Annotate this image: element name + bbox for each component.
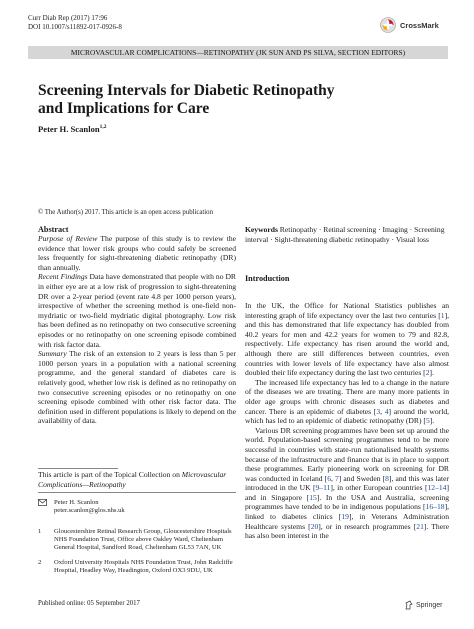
affiliation-rule [38, 492, 236, 493]
citation-link[interactable]: 7 [334, 473, 339, 483]
collection-note-text [38, 470, 236, 489]
citation-link[interactable]: 2 [425, 368, 430, 378]
title-line-2: and Implications for Care [38, 100, 210, 117]
purpose-text: The purpose of this study is to review the evidence that lower risk groups who could safely be screened less frequently for sight-threatening diabetic retinopathy (DR) than annually. [38, 234, 236, 272]
citation-link[interactable]: 9–11 [315, 483, 331, 493]
introduction-heading: Introduction [245, 274, 290, 283]
citation-link[interactable]: 12–14 [427, 483, 447, 493]
title-line-1: Screening Intervals for Diabetic Retinopathy [38, 82, 335, 99]
springer-label: Springer [416, 601, 443, 609]
corresponding-author [38, 499, 236, 515]
affiliation-text: Gloucestershire Retinal Research Group, Gloucestershire Hospitals NHS Foundation Trust, Office above Oakley Ward, Cheltenham General Hospital, Sandford Road, Cheltenham GL53 7AN, UK [54, 528, 232, 552]
citation-link[interactable]: 19 [341, 512, 349, 522]
published-date: Published online: 05 September 2017 [38, 600, 140, 607]
abstract-section [38, 225, 236, 426]
doi[interactable]: DOI 10.1007/s11892-017-0926-8 [28, 23, 122, 31]
collection-note-prefix: This article is part of the Topical Collection on [38, 470, 182, 479]
summary-label: Summary [38, 349, 67, 359]
citation-link[interactable]: 6 [327, 473, 331, 483]
crossmark-badge[interactable] [380, 15, 450, 35]
keywords-section [245, 225, 449, 244]
affiliation-1 [38, 528, 236, 553]
author-line [38, 124, 107, 134]
abstract-heading: Abstract [38, 225, 69, 234]
author-affiliation-marks: 1,2 [99, 124, 107, 131]
affiliations [38, 528, 236, 575]
article-title [38, 82, 448, 118]
abstract-summary [38, 349, 236, 426]
keywords [245, 225, 449, 244]
crossmark-label: CrossMark [400, 20, 439, 30]
contact-email[interactable]: peter.scanlon@glos.nhs.uk [54, 507, 125, 515]
affiliation-2 [38, 559, 236, 575]
journal-issue: Curr Diab Rep (2017) 17:96 [28, 14, 108, 22]
affiliation-number: 2 [38, 558, 42, 566]
citation-link[interactable]: 8 [385, 473, 389, 483]
section-banner: MICROVASCULAR COMPLICATIONS—RETINOPATHY (JK SUN AND PS SILVA, SECTION EDITORS) [28, 46, 448, 59]
citation-link[interactable]: 16–18 [425, 502, 445, 512]
keywords-text: Retinopathy · Retinal screening · Imaging · Screening interval · Sight-threatening diabetic retinopathy · Visual loss [245, 225, 445, 244]
citation-link[interactable]: 5 [425, 416, 430, 426]
intro-paragraph-1: In the UK, the Office for National Statistics publishes an interesting graph of life expectancy over the last two centuries [1], and this has demonstrated that life expectancy has doubled from 40.2 years for men and 42.2 years for women to 79 and 82.8, respectively. Life expectancy has risen around the world and, although there are still differences between countries, even countries with lower levels of life expectancy have also almost doubled their life expectancy during the last two centuries [2]. [245, 301, 449, 378]
introduction-section [245, 274, 449, 541]
citation-link[interactable]: 20 [310, 521, 319, 531]
collection-note [38, 470, 236, 489]
springer-logo[interactable] [404, 600, 442, 610]
affiliation-number: 1 [38, 528, 42, 535]
citation-link[interactable]: 4 [384, 406, 389, 416]
envelope-icon [38, 499, 48, 515]
intro-paragraph-2: The increased life expectancy has led to a change in the nature of the diseases we are treating. There are many more patients in older age groups with chronic diseases such as diabetes and cancer. There is an epidemic of diabetes [3, 4] around the world, which has led to an epidemic of diabetic retinopathy (DR) [5]. [245, 377, 450, 426]
findings-text: Data have demonstrated that people with no DR in either eye are at a low risk of progression to sight-threatening DR over a 2-year period (event rate 4.8 per 1000 person years), irrespective of whether the screening method is one-field non-mydriatic or two-field mydriatic digital photography. Low risk has been defined as no retinopathy on two consecutive screening episodes or no retinopathy on one screening episode combined with risk factor data. [38, 272, 236, 349]
citation-link[interactable]: 15 [309, 492, 317, 502]
contact-name: Peter H. Scanlon [54, 499, 99, 506]
crossmark-icon [380, 17, 396, 33]
author-name[interactable]: Peter H. Scanlon [38, 124, 100, 134]
citation-link[interactable]: 3 [376, 406, 381, 416]
affiliation-text: Oxford University Hospitals NHS Foundation Trust, John Radcliffe Hospital, Headley Way, Headington, Oxford OX3 9DU, UK [54, 558, 233, 574]
abstract-purpose [38, 234, 236, 272]
findings-label: Recent Findings [38, 272, 88, 282]
springer-horse-icon [404, 600, 414, 610]
journal-citation [28, 14, 122, 32]
collection-name[interactable]: Microvascular Complications—Retinopathy [38, 470, 227, 489]
citation-link[interactable]: 21 [416, 521, 424, 531]
summary-text: The risk of an extension to 2 years is less than 5 per 1000 person years in a population with a national screening programme, and the general standard of diabetes care is relatively good, whether low risk is defined as no retinopathy on two consecutive screening episodes or no retinopathy on one screening episode combined with other risk factor data. The definition used in different populations is likely to depend on the availability of data. [38, 349, 236, 426]
purpose-label: Purpose of Review [38, 234, 98, 243]
abstract-findings [38, 272, 236, 349]
citation-link[interactable]: 1 [440, 310, 445, 320]
keywords-label: Keywords [245, 225, 278, 234]
footnote-rule [38, 468, 118, 469]
intro-paragraph-3: Various DR screening programmes have been set up around the world. Population-based screening programmes tend to be more successful in countries with state-run nationalised health systems because of the infrastructure and finance that is in place to support these programmes. Early pioneering work on screening for DR was conducted in Iceland [6, 7] and Sweden [8], and this was later introduced in the UK [9–11], in other European countries [12–14] and in Singapore [15]. In the USA and Australia, screening programmes have tended to be in indigenous populations [16–18], linked to diabetes clinics [19], in Veterans Administration Healthcare systems [20], or in research programmes [21]. There has also been interest in the [245, 425, 449, 541]
license-notice: © The Author(s) 2017. This article is an open access publication [38, 209, 213, 216]
